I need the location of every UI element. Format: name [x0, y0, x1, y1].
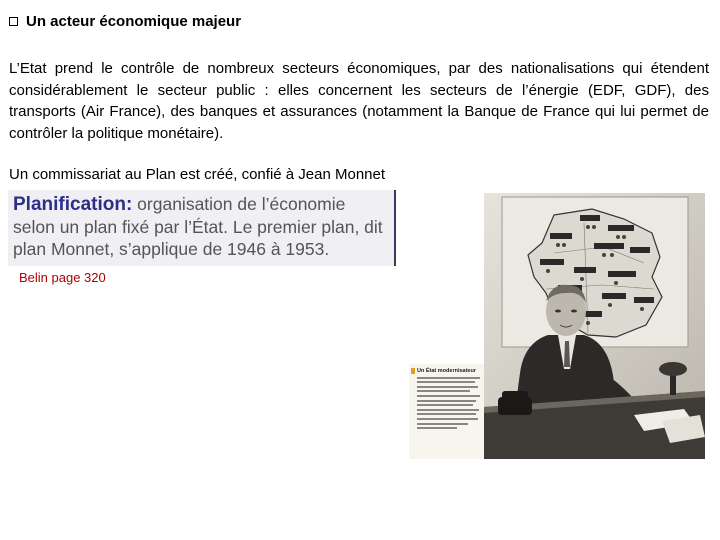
section-heading: [9, 13, 241, 30]
caption-body: [417, 377, 483, 430]
caption-marker-icon: [411, 368, 415, 374]
checkbox-bullet-icon: [9, 17, 18, 26]
definition-box: [8, 190, 396, 266]
body-paragraph: L’Etat prend le contrôle de nombreux secteurs économiques, par des nationalisations qui étendent considérablement le secteur public : elles concernent les secteurs de l’énergie (EDF, GDF), des transports (Air France), des banques et assurances (notamment la Banque de France qui lui permet de contrôler la politique monétaire).: [9, 60, 709, 142]
source-citation: Belin page 320: [19, 270, 106, 285]
plan-subtitle: Un commissariat au Plan est créé, confié à Jean Monnet: [9, 166, 386, 183]
photo-caption-box: [409, 364, 485, 459]
definition-text: organisation de l’économie selon un plan fixé par l’État. Le premier plan, dit plan Monnet, s’applique de 1946 à 1953.: [13, 194, 383, 259]
heading-text: Un acteur économique majeur: [26, 13, 242, 30]
definition-term: Planification:: [13, 194, 133, 215]
photo-illustration: [484, 193, 705, 459]
caption-title: Un État modernisateur: [417, 368, 476, 374]
jean-monnet-photo: [484, 193, 705, 459]
